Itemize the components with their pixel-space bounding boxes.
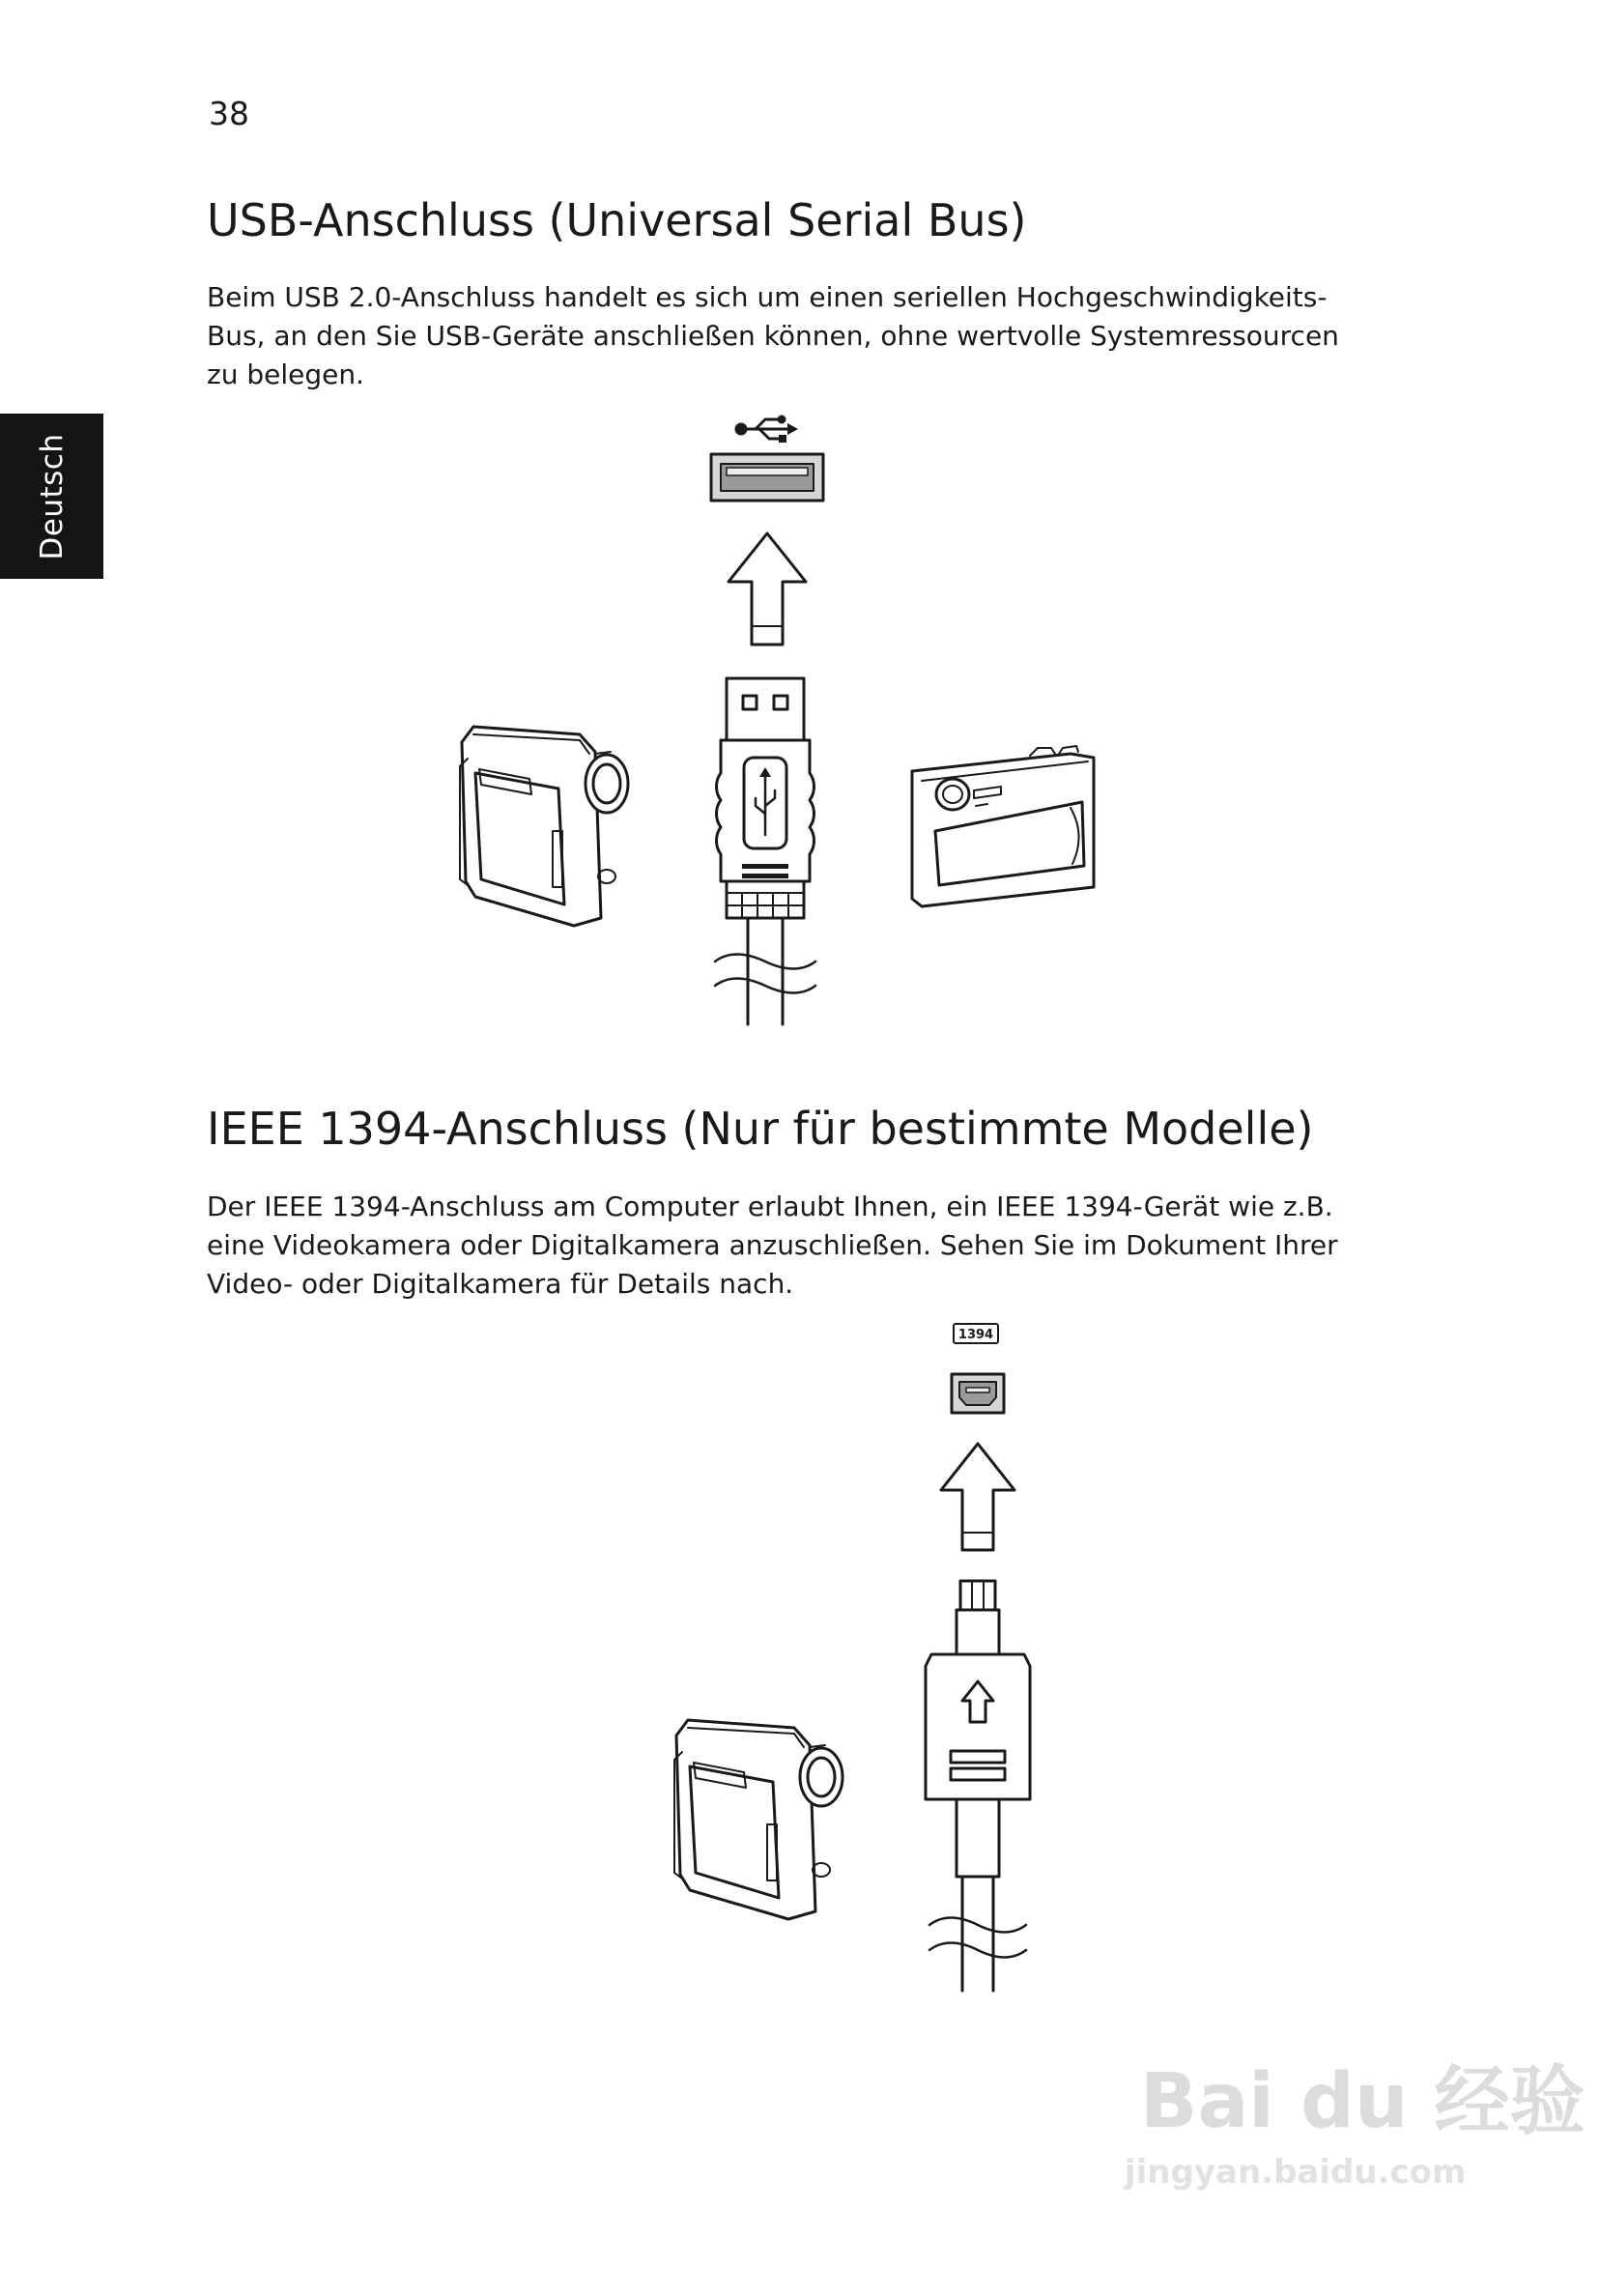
- arrow-up-icon: [941, 1444, 1014, 1550]
- arrow-up-icon: [729, 533, 806, 645]
- page-number: 38: [209, 95, 249, 132]
- ieee1394-label-text: 1394: [957, 1328, 994, 1342]
- digital-camera-icon: [912, 746, 1094, 906]
- usb-section-body: Beim USB 2.0-Anschluss handelt es sich um einen seriellen Hochgeschwindigkeits-Bus, an den Sie USB-Geräte anschließen können, ohne wertvolle Systemressourcen zu belegen.: [207, 281, 1339, 390]
- ieee1394-plug-icon: [926, 1581, 1030, 1991]
- baidu-watermark: [1121, 2029, 1586, 2213]
- language-tab-label: Deutsch: [34, 432, 70, 560]
- ieee1394-illustration: [0, 1314, 1600, 2010]
- ieee1394-label-icon: [954, 1324, 998, 1343]
- video-camera-icon: [674, 1720, 843, 1919]
- usb-port-icon: [711, 454, 823, 501]
- watermark-url: jingyan.baidu.com: [1125, 2153, 1467, 2192]
- usb-symbol-icon: [736, 416, 798, 443]
- ieee-section-heading: IEEE 1394-Anschluss (Nur für bestimmte Modelle): [207, 1103, 1314, 1155]
- video-camera-icon: [460, 727, 628, 926]
- usb-plug-icon: [715, 678, 815, 1024]
- watermark-logo: Bai du 经验: [1140, 2058, 1586, 2145]
- ieee1394-port-icon: [952, 1374, 1004, 1413]
- ieee-section-body: Der IEEE 1394-Anschluss am Computer erlaubt Ihnen, ein IEEE 1394-Gerät wie z.B. eine Videokamera oder Digitalkamera anzuschließen. Sehen Sie im Dokument Ihrer Video- oder Digitalkamera für Details nach.: [207, 1191, 1338, 1300]
- usb-section-heading: USB-Anschluss (Universal Serial Bus): [207, 194, 1027, 246]
- usb-illustration: [0, 406, 1600, 1034]
